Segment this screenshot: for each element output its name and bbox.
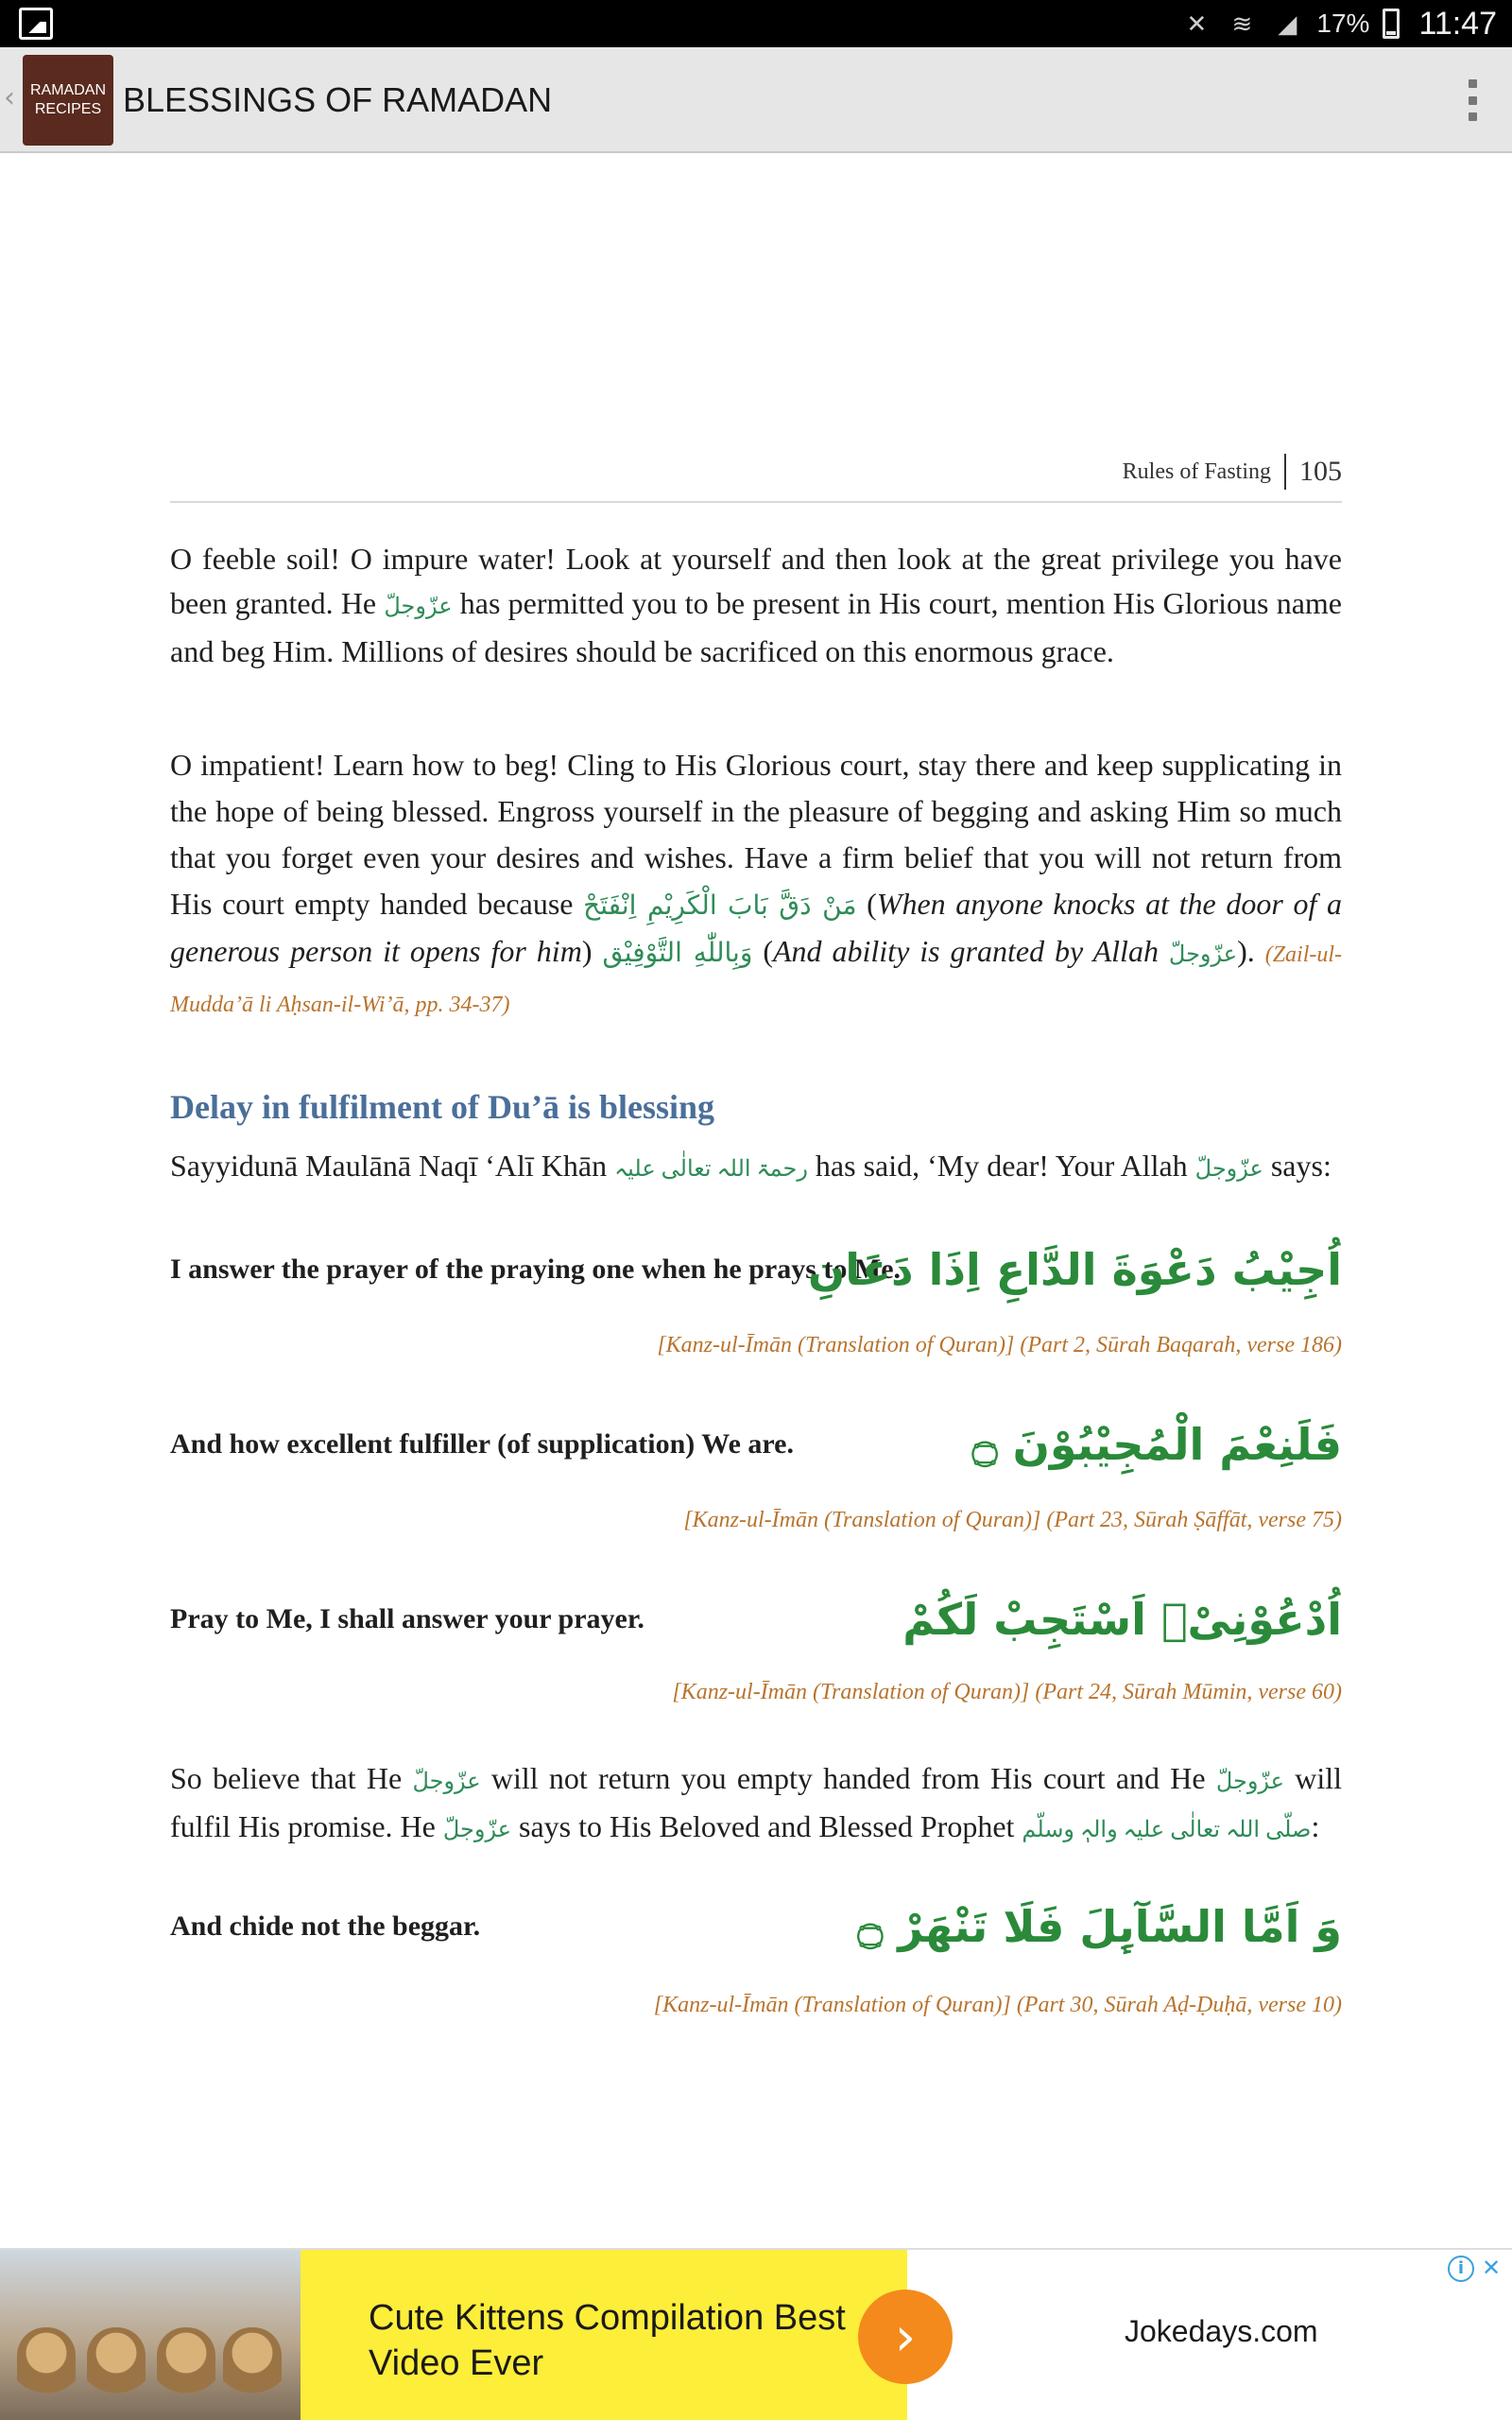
up-chevron-icon[interactable]: ‹ <box>4 81 15 114</box>
verse-reference: [Kanz-ul-Īmān (Translation of Quran)] (Part 2, Sūrah Baqarah, verse 186) <box>657 1333 1342 1357</box>
text: So believe that He <box>170 1761 413 1795</box>
logo-text-line1: RAMADAN <box>29 82 106 98</box>
honorific-azzawajal: عزّوجلّ <box>384 595 453 619</box>
verse-reference: [Kanz-ul-Īmān (Translation of Quran)] (Part 23, Sūrah Ṣāffāt, verse 75) <box>683 1508 1342 1532</box>
running-head <box>1123 454 1342 490</box>
verse-row <box>170 1219 1342 1295</box>
honorific-azzawajal: عزّوجلّ <box>412 1770 481 1794</box>
battery-percent: 17% <box>1316 9 1370 38</box>
text: Sayyidunā Maulānā Naqī ‘Alī Khān <box>170 1149 615 1183</box>
ad-domain[interactable]: Jokedays.com <box>1125 2314 1318 2348</box>
verse-translation: I answer the prayer of the praying one when he prays to Me. <box>170 1253 902 1285</box>
wifi-icon: ≋ <box>1231 9 1253 38</box>
honorific-azzawajal: عزّوجلّ <box>1194 1157 1263 1182</box>
kitten-shape <box>17 2327 76 2412</box>
status-bar <box>0 0 1512 47</box>
ad-headline[interactable]: Cute Kittens Compilation Best Video Ever <box>369 2298 846 2383</box>
verse-translation: Pray to Me, I shall answer your prayer. <box>170 1603 644 1634</box>
signal-icon: ◢ <box>1278 9 1297 38</box>
text: ( <box>856 887 877 921</box>
overflow-menu-button[interactable] <box>1453 76 1491 125</box>
action-bar <box>0 47 1512 153</box>
text: says to His Beloved and Blessed Prophet <box>511 1809 1022 1843</box>
kitten-shape <box>223 2327 282 2412</box>
honorific-azzawajal: عزّوجلّ <box>1168 942 1238 967</box>
verse-row <box>170 1876 1342 1952</box>
text: has permitted you to be present in His court, mention His Glorious name and beg Him. Millions of desires should be sacrificed on this enormous grace. <box>170 586 1343 668</box>
text: will fulfil His promise. He <box>170 1761 1343 1843</box>
translation-italic: When anyone knocks at the door of a generous person it opens for him <box>170 887 1343 968</box>
status-icons <box>1180 0 1497 47</box>
mute-icon: ✕ <box>1186 9 1208 38</box>
text: will not return you empty handed from His court and He <box>480 1761 1216 1795</box>
ad-arrow-button[interactable] <box>858 2290 953 2384</box>
ad-close-icon[interactable]: ✕ <box>1481 2255 1502 2281</box>
arabic-saying: مَنْ دَقَّ بَابَ الْكَرِيْمِ اِنْفَتَحْ <box>583 890 857 921</box>
running-head-title: Rules of Fasting <box>1122 458 1271 484</box>
source-reference: (Zail-ul-Mudda’ā li Aḥsan-il-Wi’ā, pp. 34-37) <box>170 942 1343 1017</box>
text: ) <box>581 934 603 968</box>
text: O impatient! Learn how to beg! Cling to His Glorious court, stay there and keep supplicating in the hope of being blessed. Engross yourself in the pleasure of begging and asking Him so much that you forget even your desires and wishes. Have a firm belief that you will not return from His court empty handed because <box>170 748 1342 921</box>
text: : <box>1311 1809 1320 1843</box>
text: O feeble soil! O impure water! Look at yourself and then look at the great privilege you have been granted. He <box>170 542 1342 620</box>
honorific-azzawajal: عزّوجلّ <box>442 1818 512 1842</box>
paragraph-3 <box>170 1144 1342 1192</box>
verse-reference: [Kanz-ul-Īmān (Translation of Quran)] (Part 30, Sūrah Aḍ-Ḍuḥā, verse 10) <box>653 1993 1342 2017</box>
text: says: <box>1263 1149 1332 1183</box>
verse-translation: And chide not the beggar. <box>170 1910 481 1942</box>
text: ( <box>752 934 773 968</box>
chevron-right-icon: › <box>894 2306 917 2368</box>
verse-row <box>170 1569 1342 1645</box>
header-rule <box>170 501 1342 503</box>
text: ). <box>1237 934 1265 968</box>
page-number: 105 <box>1299 456 1342 487</box>
ad-banner[interactable] <box>0 2248 1512 2420</box>
section-heading: Delay in fulfilment of Du’ā is blessing <box>170 1088 715 1126</box>
overflow-dot <box>1469 96 1477 105</box>
overflow-dot <box>1469 112 1477 121</box>
honorific-rahmatullah: رحمۃ اللہ تعالٰی علیہ <box>614 1157 808 1182</box>
arabic-phrase: وَبِاللّٰهِ التَّوْفِيْق <box>602 937 753 968</box>
translation-italic: And ability is granted by Allah <box>773 934 1159 968</box>
battery-icon <box>1383 9 1400 39</box>
kitten-shape <box>157 2327 215 2412</box>
running-head-separator <box>1284 454 1286 490</box>
verse-row <box>170 1394 1342 1470</box>
verse-arabic: اُدْعُوْنِیْۤ اَسْتَجِبْ لَكُمْ <box>902 1594 1342 1645</box>
app-title: BLESSINGS OF RAMADAN <box>123 80 553 119</box>
gallery-notification-icon <box>19 8 53 40</box>
logo-text-line2: RECIPES <box>34 101 102 117</box>
verse-arabic: فَلَنِعْمَ الْمُجِيْبُوْنَ ۝ <box>971 1419 1342 1470</box>
app-logo[interactable] <box>23 55 113 146</box>
verse-arabic: اُجِيْبُ دَعْوَةَ الدَّاعِ اِذَا دَعَانِ <box>808 1244 1342 1295</box>
verse-translation: And how excellent fulfiller (of supplication) We are. <box>170 1428 794 1460</box>
paragraph-4 <box>170 1756 1342 1853</box>
kitten-shape <box>87 2327 146 2412</box>
paragraph-1 <box>170 537 1342 674</box>
paragraph-2 <box>170 742 1342 1028</box>
ad-info-icon[interactable]: i <box>1448 2256 1474 2282</box>
verse-arabic: وَ اَمَّا السَّآىِٕلَ فَلَا تَنْهَرْ ۝ <box>857 1901 1342 1952</box>
clock: 11:47 <box>1418 5 1497 42</box>
honorific-salawat: صلّی اللہ تعالٰی علیہ والہٖ وسلّم <box>1022 1818 1312 1842</box>
honorific-azzawajal: عزّوجلّ <box>1215 1770 1284 1794</box>
ad-kittens-image[interactable] <box>0 2250 301 2420</box>
text: has said, ‘My dear! Your Allah <box>807 1149 1195 1183</box>
verse-reference: [Kanz-ul-Īmān (Translation of Quran)] (Part 24, Sūrah Mūmin, verse 60) <box>672 1680 1342 1704</box>
overflow-dot <box>1469 79 1477 88</box>
